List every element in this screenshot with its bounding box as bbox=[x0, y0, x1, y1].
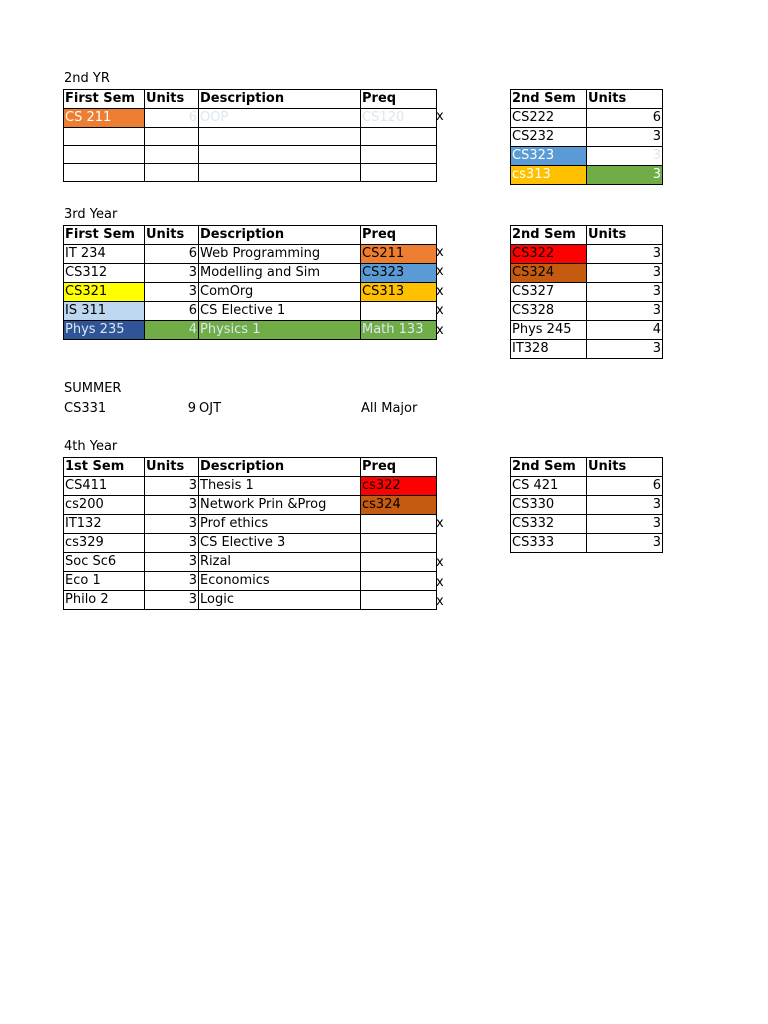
header-units: Units bbox=[587, 458, 663, 477]
completed-mark: x bbox=[436, 303, 444, 318]
table-row bbox=[511, 321, 663, 340]
table-row bbox=[511, 166, 663, 185]
course-cell: CS333 bbox=[511, 534, 587, 553]
completed-mark: x bbox=[436, 575, 444, 590]
description-cell: Thesis 1 bbox=[199, 477, 361, 496]
preq-cell bbox=[361, 534, 437, 553]
units-cell: 3 bbox=[587, 340, 663, 359]
summer-description: OJT bbox=[199, 401, 222, 416]
completed-mark: x bbox=[436, 516, 444, 531]
fourth-year-title: 4th Year bbox=[64, 439, 118, 454]
description-cell: Prof ethics bbox=[199, 515, 361, 534]
course-cell: CS411 bbox=[64, 477, 145, 496]
summer-title: SUMMER bbox=[64, 381, 122, 396]
summer-units: 9 bbox=[187, 401, 196, 416]
course-cell: CS 421 bbox=[511, 477, 587, 496]
description-cell: Economics bbox=[199, 572, 361, 591]
header-description: Description bbox=[199, 226, 361, 245]
table-row bbox=[511, 245, 663, 264]
table-row bbox=[64, 264, 437, 283]
description-cell: CS Elective 3 bbox=[199, 534, 361, 553]
course-cell: CS328 bbox=[511, 302, 587, 321]
header-units: Units bbox=[587, 90, 663, 109]
units-cell: 3 bbox=[145, 515, 199, 534]
table-row bbox=[511, 496, 663, 515]
completed-mark: x bbox=[436, 109, 444, 124]
preq-cell bbox=[361, 128, 437, 146]
course-cell: Phys 235 bbox=[64, 321, 145, 340]
units-cell: 3 bbox=[587, 128, 663, 147]
units-cell: 3 bbox=[587, 534, 663, 553]
description-cell bbox=[199, 128, 361, 146]
table-row bbox=[64, 572, 437, 591]
header-second-sem: 2nd Sem bbox=[511, 458, 587, 477]
units-cell: 3 bbox=[587, 283, 663, 302]
units-cell: 6 bbox=[587, 477, 663, 496]
units-cell: 3 bbox=[145, 283, 199, 302]
course-cell: cs313 bbox=[511, 166, 587, 185]
fourth-year-first-sem-table bbox=[63, 457, 437, 610]
course-cell: CS 211 bbox=[64, 109, 145, 128]
preq-cell bbox=[361, 164, 437, 182]
header-description: Description bbox=[199, 90, 361, 109]
course-cell bbox=[64, 128, 145, 146]
header-second-sem: 2nd Sem bbox=[511, 90, 587, 109]
fourth-year-second-sem-table bbox=[510, 457, 663, 553]
units-cell: 3 bbox=[587, 147, 663, 166]
preq-cell: CS313 bbox=[361, 283, 437, 302]
description-cell: ComOrg bbox=[199, 283, 361, 302]
course-cell bbox=[64, 146, 145, 164]
table-row bbox=[511, 515, 663, 534]
course-cell: Philo 2 bbox=[64, 591, 145, 610]
completed-mark: x bbox=[436, 284, 444, 299]
preq-cell bbox=[361, 146, 437, 164]
table-row bbox=[64, 496, 437, 515]
second-year-second-sem-table bbox=[510, 89, 663, 185]
completed-mark: x bbox=[436, 245, 444, 260]
completed-mark: x bbox=[436, 594, 444, 609]
course-cell: cs200 bbox=[64, 496, 145, 515]
course-cell: CS321 bbox=[64, 283, 145, 302]
table-row bbox=[511, 477, 663, 496]
preq-cell: cs322 bbox=[361, 477, 437, 496]
table-row bbox=[64, 515, 437, 534]
course-cell: Phys 245 bbox=[511, 321, 587, 340]
units-cell: 3 bbox=[587, 515, 663, 534]
units-cell: 3 bbox=[587, 496, 663, 515]
preq-cell bbox=[361, 591, 437, 610]
table-row bbox=[64, 534, 437, 553]
units-cell: 3 bbox=[587, 166, 663, 185]
units-cell: 3 bbox=[145, 264, 199, 283]
header-units: Units bbox=[145, 226, 199, 245]
completed-mark: x bbox=[436, 555, 444, 570]
table-row bbox=[64, 591, 437, 610]
preq-cell: Math 133 bbox=[361, 321, 437, 340]
units-cell: 6 bbox=[145, 245, 199, 264]
units-cell bbox=[145, 164, 199, 182]
course-cell: CS222 bbox=[511, 109, 587, 128]
table-row bbox=[64, 477, 437, 496]
preq-cell: CS211 bbox=[361, 245, 437, 264]
table-header-row bbox=[64, 458, 437, 477]
course-cell: Eco 1 bbox=[64, 572, 145, 591]
units-cell bbox=[145, 128, 199, 146]
description-cell bbox=[199, 164, 361, 182]
table-row bbox=[511, 147, 663, 166]
header-first-sem: 1st Sem bbox=[64, 458, 145, 477]
course-cell: IT132 bbox=[64, 515, 145, 534]
units-cell: 3 bbox=[145, 591, 199, 610]
table-row bbox=[511, 264, 663, 283]
table-row bbox=[511, 283, 663, 302]
table-row bbox=[64, 109, 437, 128]
description-cell: Logic bbox=[199, 591, 361, 610]
table-row bbox=[511, 302, 663, 321]
units-cell: 3 bbox=[145, 477, 199, 496]
completed-mark: x bbox=[436, 264, 444, 279]
third-year-title: 3rd Year bbox=[64, 207, 118, 222]
units-cell: 3 bbox=[587, 302, 663, 321]
course-cell bbox=[64, 164, 145, 182]
description-cell: Modelling and Sim bbox=[199, 264, 361, 283]
table-row bbox=[64, 164, 437, 182]
course-cell: IT328 bbox=[511, 340, 587, 359]
header-preq: Preq bbox=[361, 458, 437, 477]
course-cell: CS324 bbox=[511, 264, 587, 283]
description-cell: CS Elective 1 bbox=[199, 302, 361, 321]
description-cell: Network Prin &Prog bbox=[199, 496, 361, 515]
course-cell: CS232 bbox=[511, 128, 587, 147]
header-preq: Preq bbox=[361, 90, 437, 109]
units-cell bbox=[145, 146, 199, 164]
table-row bbox=[64, 128, 437, 146]
course-cell: Soc Sc6 bbox=[64, 553, 145, 572]
preq-cell: CS323 bbox=[361, 264, 437, 283]
table-header-row bbox=[511, 458, 663, 477]
header-units: Units bbox=[145, 90, 199, 109]
table-row bbox=[64, 245, 437, 264]
preq-cell bbox=[361, 515, 437, 534]
third-year-first-sem-table bbox=[63, 225, 437, 340]
table-header-row bbox=[64, 226, 437, 245]
table-header-row bbox=[511, 226, 663, 245]
course-cell: IS 311 bbox=[64, 302, 145, 321]
table-row bbox=[64, 321, 437, 340]
preq-cell: CS120 bbox=[361, 109, 437, 128]
course-cell: CS332 bbox=[511, 515, 587, 534]
description-cell: Physics 1 bbox=[199, 321, 361, 340]
table-header-row bbox=[64, 90, 437, 109]
description-cell: Web Programming bbox=[199, 245, 361, 264]
table-row bbox=[64, 553, 437, 572]
course-cell: CS323 bbox=[511, 147, 587, 166]
preq-cell bbox=[361, 553, 437, 572]
table-row bbox=[511, 128, 663, 147]
course-cell: cs329 bbox=[64, 534, 145, 553]
header-units: Units bbox=[587, 226, 663, 245]
third-year-second-sem-table bbox=[510, 225, 663, 359]
preq-cell bbox=[361, 572, 437, 591]
units-cell: 3 bbox=[587, 245, 663, 264]
preq-cell: cs324 bbox=[361, 496, 437, 515]
units-cell: 3 bbox=[145, 553, 199, 572]
table-row bbox=[511, 340, 663, 359]
completed-mark: x bbox=[436, 323, 444, 338]
table-row bbox=[64, 146, 437, 164]
units-cell: 3 bbox=[145, 534, 199, 553]
second-year-title: 2nd YR bbox=[64, 71, 110, 86]
summer-preq: All Major bbox=[361, 401, 418, 416]
header-first-sem: First Sem bbox=[64, 90, 145, 109]
units-cell: 6 bbox=[145, 302, 199, 321]
preq-cell bbox=[361, 302, 437, 321]
description-cell bbox=[199, 146, 361, 164]
header-first-sem: First Sem bbox=[64, 226, 145, 245]
header-units: Units bbox=[145, 458, 199, 477]
table-header-row bbox=[511, 90, 663, 109]
header-preq: Preq bbox=[361, 226, 437, 245]
description-cell: Rizal bbox=[199, 553, 361, 572]
course-cell: CS312 bbox=[64, 264, 145, 283]
table-row bbox=[64, 283, 437, 302]
units-cell: 6 bbox=[145, 109, 199, 128]
units-cell: 3 bbox=[145, 496, 199, 515]
table-row bbox=[511, 109, 663, 128]
units-cell: 4 bbox=[145, 321, 199, 340]
units-cell: 3 bbox=[145, 572, 199, 591]
table-row bbox=[511, 534, 663, 553]
units-cell: 3 bbox=[587, 264, 663, 283]
units-cell: 6 bbox=[587, 109, 663, 128]
second-year-first-sem-table bbox=[63, 89, 437, 182]
course-cell: IT 234 bbox=[64, 245, 145, 264]
header-description: Description bbox=[199, 458, 361, 477]
description-cell: OOP bbox=[199, 109, 361, 128]
course-cell: CS327 bbox=[511, 283, 587, 302]
course-cell: CS330 bbox=[511, 496, 587, 515]
header-second-sem: 2nd Sem bbox=[511, 226, 587, 245]
course-cell: CS322 bbox=[511, 245, 587, 264]
table-row bbox=[64, 302, 437, 321]
units-cell: 4 bbox=[587, 321, 663, 340]
summer-course: CS331 bbox=[64, 401, 107, 416]
